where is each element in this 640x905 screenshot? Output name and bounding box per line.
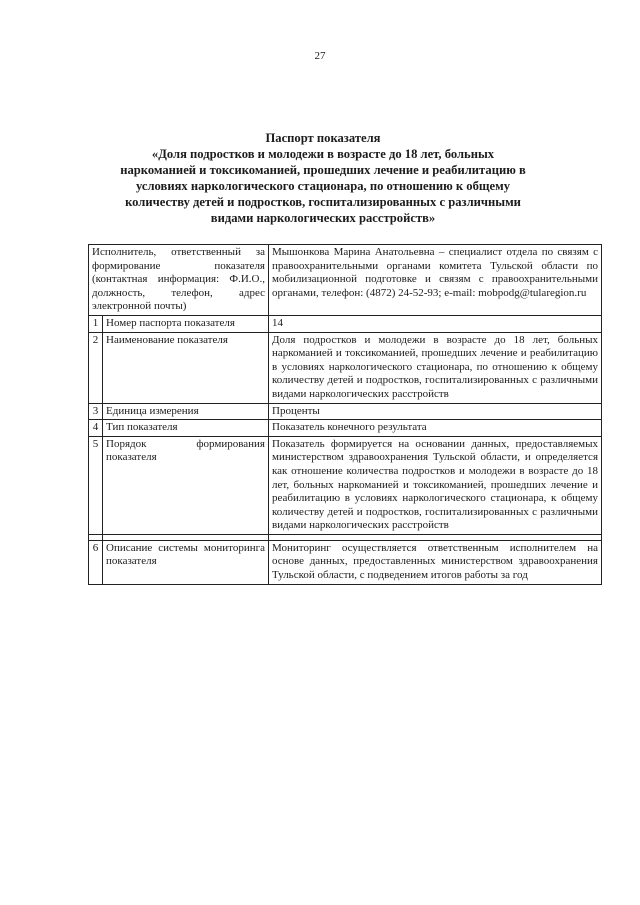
- row-number: 2: [89, 332, 103, 403]
- row-label: Номер паспорта показателя: [103, 315, 269, 332]
- passport-table: [88, 244, 602, 585]
- table-row: [89, 315, 602, 332]
- row-label: Тип показателя: [103, 420, 269, 437]
- row-value: Проценты: [269, 403, 602, 420]
- title-line: видами наркологических расстройств»: [210, 211, 436, 225]
- title-line: наркоманией и токсикоманией, прошедших лечение и реабилитацию в: [120, 163, 526, 177]
- row-label: Единица измерения: [103, 403, 269, 420]
- row-number: 5: [89, 436, 103, 534]
- row-value: 14: [269, 315, 602, 332]
- row-value: Показатель конечного результата: [269, 420, 602, 437]
- title-line: Паспорт показателя: [265, 131, 381, 145]
- row-number: 6: [89, 540, 103, 584]
- row-label: Порядок формирования показателя: [103, 436, 269, 534]
- document-title: [86, 130, 560, 226]
- row-number: 4: [89, 420, 103, 437]
- row-value: Доля подростков и молодежи в возрасте до 18 лет, больных наркоманией и токсикоманией, прошедших лечение и реабилитацию в условиях наркологического стационара, по отношению к общему количеству детей и подростков, госпитализированных с различными видами наркологических расстройств: [269, 332, 602, 403]
- row-number: 1: [89, 315, 103, 332]
- executor-value: Мышонкова Марина Анатольевна – специалист отдела по связям с правоохранительными органами комитета Тульской области по мобилизационной подготовке и связям с правоохранительными органами, телефон: (4872) 24-52-93; e-mail: mobpodg@tularegion.ru: [269, 245, 602, 316]
- row-value: Мониторинг осуществляется ответственным исполнителем на основе данных, предоставленных министерством здравоохранения Тульской области, с подведением итогов работы за год: [269, 540, 602, 584]
- row-label: Описание системы мониторинга показателя: [103, 540, 269, 584]
- executor-label: Исполнитель, ответственный за формирование показателя (контактная информация: Ф.И.О., должность, телефон, адрес электронной почты): [89, 245, 269, 316]
- table-row: [89, 245, 602, 316]
- table-row: [89, 436, 602, 534]
- table-row: [89, 332, 602, 403]
- title-line: количеству детей и подростков, госпитализированных с различными: [125, 195, 521, 209]
- row-label: Наименование показателя: [103, 332, 269, 403]
- title-line: условиях наркологического стационара, по отношению к общему: [135, 179, 510, 193]
- row-number: 3: [89, 403, 103, 420]
- table-row: [89, 540, 602, 584]
- page-number: 27: [314, 50, 326, 62]
- row-value: Показатель формируется на основании данных, предоставляемых министерством здравоохранения Тульской области, и определяется как отношение количества подростков и молодежи в возрасте до 18 лет, больных наркоманией и токсикоманией, прошедших лечение и реабилитацию в условиях наркологического стационара, к общему количеству детей и подростков, госпитализированных с различными видами наркологических расстройств: [269, 436, 602, 534]
- title-line: «Доля подростков и молодежи в возрасте до 18 лет, больных: [151, 147, 495, 161]
- table-row: [89, 420, 602, 437]
- table-row: [89, 403, 602, 420]
